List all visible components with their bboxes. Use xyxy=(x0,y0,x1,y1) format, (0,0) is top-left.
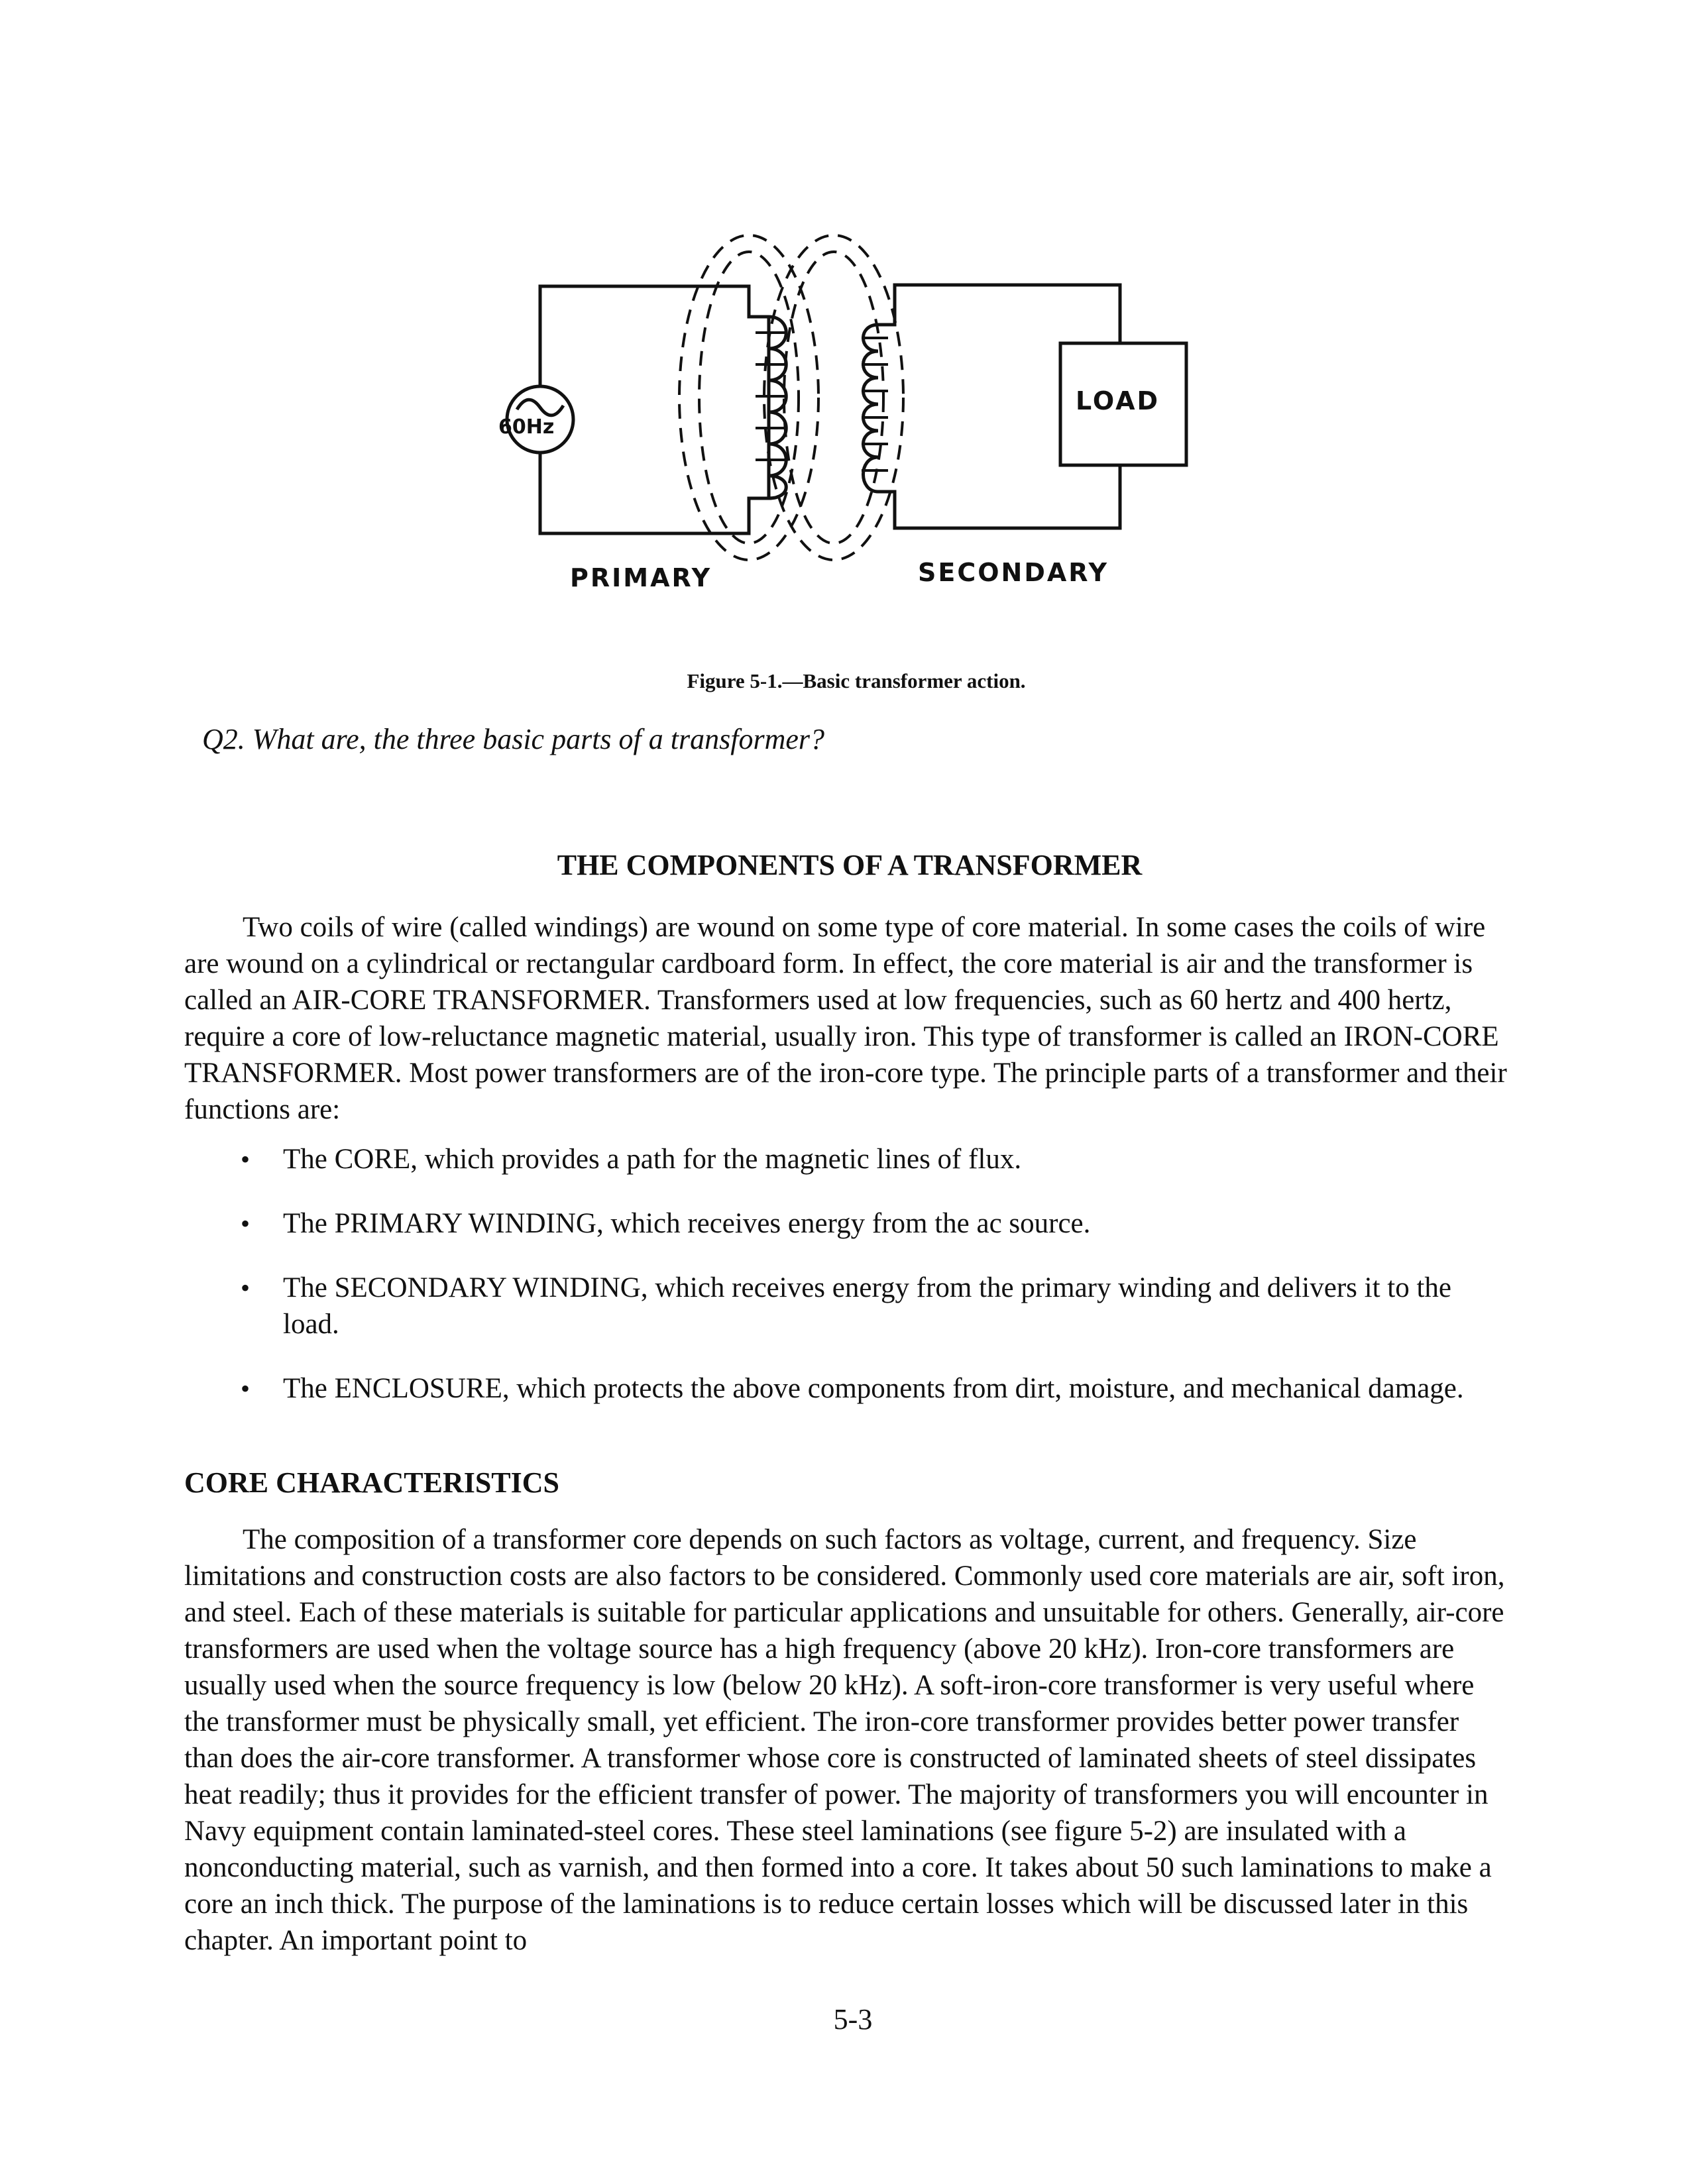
section-heading-components: THE COMPONENTS OF A TRANSFORMER xyxy=(557,849,1143,881)
primary-label: PRIMARY xyxy=(570,563,712,592)
components-paragraph: Two coils of wire (called windings) are wound on some type of core material. In some cases the coils of wire are wound on a cylindrical or rectangular cardboard form. In effect, the core material is air and the transformer is called an AIR-CORE TRANSFORMER. Transformers used at low frequencies, such as 60 hertz and 400 hertz, require a core of low-reluctance magnetic material, usually iron. This type of transformer is called an IRON-CORE TRANSFORMER. Most power transformers are of the iron-core type. The principle parts of a transformer and their functions are: xyxy=(184,912,1507,1125)
secondary-label: SECONDARY xyxy=(918,558,1109,587)
figure-caption: Figure 5-1.—Basic transformer action. xyxy=(687,669,1026,692)
primary-wire-bottom xyxy=(540,452,769,533)
secondary-wire-bottom xyxy=(878,465,1120,528)
page-number: 5-3 xyxy=(833,2003,873,2036)
list-item-core: • The CORE, which provides a path for the magnetic lines of flux. xyxy=(235,1141,1508,1177)
components-list xyxy=(235,1141,1508,1435)
flux-lines xyxy=(679,235,903,560)
list-item-primary-winding: • The PRIMARY WINDING, which receives energy from the ac source. xyxy=(235,1205,1508,1242)
section-heading-core-characteristics: CORE CHARACTERISTICS xyxy=(184,1466,560,1499)
review-question: Q2. What are, the three basic parts of a transformer? xyxy=(202,723,825,755)
core-characteristics-paragraph: The composition of a transformer core depends on such factors as voltage, current, and frequency. Size limitations and construction costs are also factors to be considered. Commonly used core materials are air, soft iron, and steel. Each of these materials is suitable for particular applications and unsuitable for others. Generally, air-core transformers are used when the voltage source has a high frequency (above 20 kHz). Iron-core transformers are usually used when the source frequency is low (below 20 kHz). A soft-iron-core transformer is very useful where the transformer must be physically small, yet efficient. The iron-core transformer provides better power transfer than does the air-core transformer. A transformer whose core is constructed of laminated sheets of steel dissipates heat readily; thus it provides for the efficient transfer of power. The majority of transformers you will encounter in Navy equipment contain laminated-steel cores. These steel laminations (see figure 5-2) are insulated with a nonconducting material, such as varnish, and then formed into a core. It takes about 50 such laminations to make a core an inch thick. The purpose of the laminations is to reduce certain losses which will be discussed later in this chapter. An important point to xyxy=(184,1524,1505,1956)
ac-source-frequency-label: 60Hz xyxy=(498,415,555,439)
list-item-secondary-winding: • The SECONDARY WINDING, which receives energy from the primary winding and delivers it to the load. xyxy=(235,1270,1508,1342)
primary-wire-top xyxy=(540,286,769,386)
transformer-diagram xyxy=(477,225,1219,610)
load-label: LOAD xyxy=(1076,386,1160,415)
list-item-enclosure: • The ENCLOSURE, which protects the above components from dirt, moisture, and mechanical damage. xyxy=(235,1370,1508,1407)
primary-coil xyxy=(756,317,786,498)
secondary-wire-top xyxy=(878,285,1120,343)
